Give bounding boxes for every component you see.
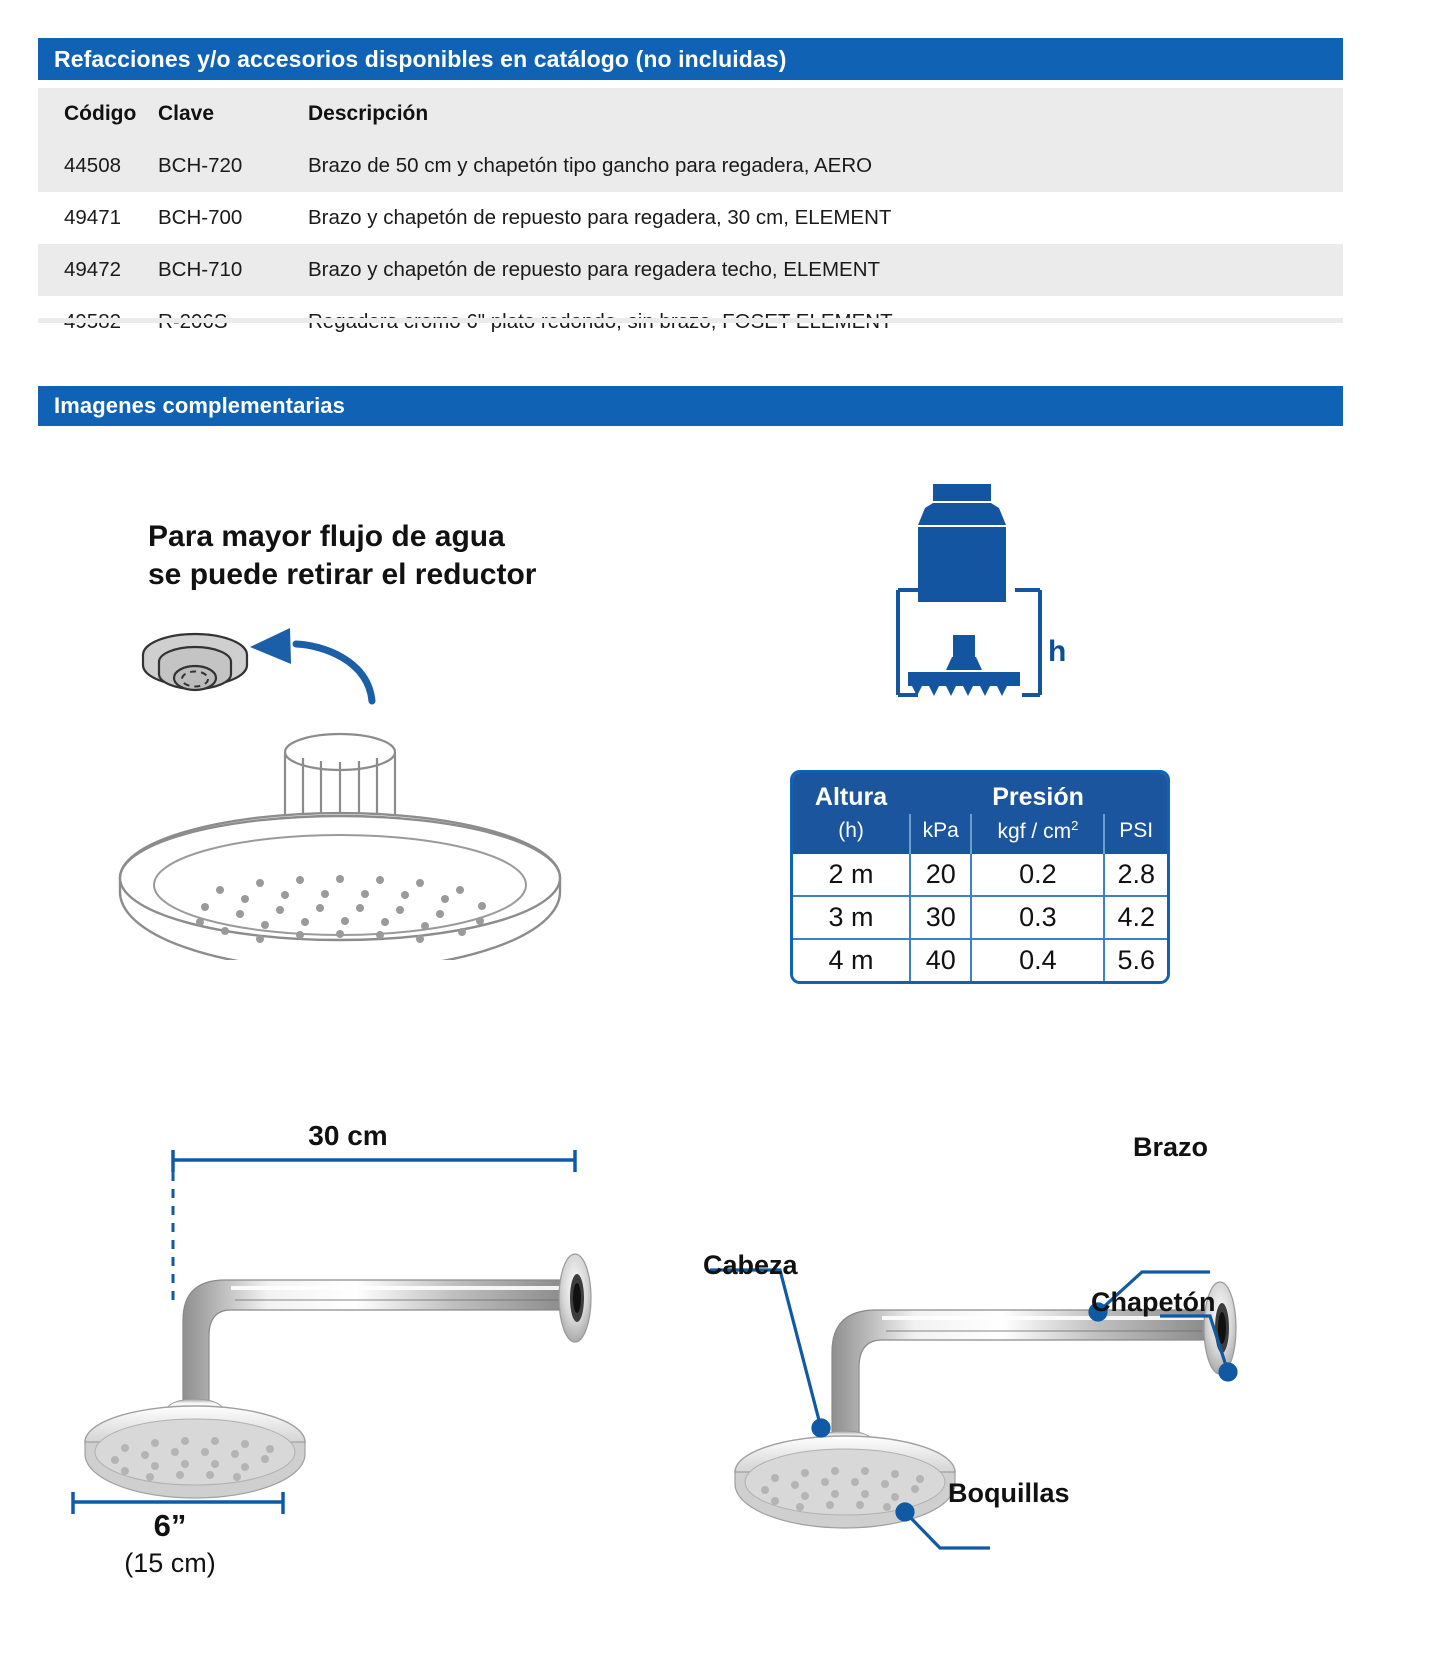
reductor-part-icon bbox=[143, 634, 247, 690]
pressure-subheader-kpa: kPa bbox=[909, 814, 970, 854]
pressure-subheader-kgf-superscript: 2 bbox=[1071, 818, 1079, 833]
pressure-sub-header-row bbox=[793, 814, 1167, 854]
callout-label-brazo: Brazo bbox=[1133, 1132, 1209, 1162]
pressure-cell-altura: 4 m bbox=[793, 938, 909, 981]
dimension-label-6in: 6” bbox=[153, 1508, 187, 1543]
height-symbol-label: h bbox=[1048, 635, 1067, 668]
dimension-line-30cm bbox=[173, 1150, 575, 1300]
shower-head-outlet-icon bbox=[908, 635, 1020, 696]
cell-descripcion: Brazo y chapetón de repuesto para regadera, 30 cm, ELEMENT bbox=[308, 192, 1343, 244]
pressure-subheader-kgf-cm2 bbox=[970, 814, 1103, 854]
column-header-descripcion: Descripción bbox=[308, 88, 1343, 140]
shower-arm-graphic bbox=[183, 1254, 591, 1410]
pressure-table bbox=[790, 770, 1170, 984]
table-bottom-divider bbox=[38, 318, 1343, 323]
pressure-cell-kpa: 20 bbox=[909, 854, 970, 895]
section-header-imagenes bbox=[38, 386, 1343, 426]
callout-label-boquillas: Boquillas bbox=[948, 1478, 1070, 1508]
pressure-group-altura: Altura bbox=[793, 773, 909, 814]
pressure-subheader-h: (h) bbox=[793, 814, 909, 854]
water-tank-height-diagram bbox=[790, 480, 1090, 730]
shower-head-graphic bbox=[85, 1399, 305, 1498]
shower-head-icon bbox=[120, 813, 560, 960]
pressure-cell-kgf-cm2: 0.3 bbox=[970, 895, 1103, 938]
pressure-cell-psi: 5.6 bbox=[1103, 938, 1167, 981]
pressure-table-container bbox=[790, 770, 1170, 984]
section-header-imagenes-label: Imagenes complementarias bbox=[54, 393, 345, 418]
cell-descripcion: Brazo de 50 cm y chapetón tipo gancho para regadera, AERO bbox=[308, 140, 1343, 192]
pressure-cell-altura: 2 m bbox=[793, 854, 909, 895]
reducer-instruction-line-1: Para mayor flujo de agua bbox=[148, 520, 505, 553]
pressure-cell-kpa: 30 bbox=[909, 895, 970, 938]
pressure-cell-kgf-cm2: 0.2 bbox=[970, 854, 1103, 895]
callout-label-cabeza: Cabeza bbox=[703, 1250, 798, 1280]
pressure-cell-altura: 3 m bbox=[793, 895, 909, 938]
callout-label-chapeton: Chapetón bbox=[1091, 1287, 1216, 1317]
pressure-group-header-row bbox=[793, 773, 1167, 814]
pressure-cell-kpa: 40 bbox=[909, 938, 970, 981]
table-row bbox=[38, 192, 1343, 244]
shower-arm-dimension-figure bbox=[55, 1110, 635, 1530]
section-header-refacciones-label: Refacciones y/o accesorios disponibles en catálogo (no incluidas) bbox=[54, 45, 787, 72]
shower-head-graphic bbox=[735, 1431, 955, 1528]
section-header-refacciones bbox=[38, 38, 1343, 80]
cell-codigo: 49472 bbox=[38, 244, 158, 296]
column-header-clave: Clave bbox=[158, 88, 308, 140]
dimension-label-15cm: (15 cm) bbox=[124, 1548, 216, 1578]
table-row bbox=[38, 140, 1343, 192]
pressure-row bbox=[793, 895, 1167, 938]
cell-clave: BCH-720 bbox=[158, 140, 308, 192]
cell-clave: BCH-710 bbox=[158, 244, 308, 296]
reducer-instruction-line-2: se puede retirar el reductor bbox=[148, 557, 537, 591]
table-row bbox=[38, 244, 1343, 296]
reducer-instruction-text bbox=[148, 518, 568, 593]
pressure-subheader-psi: PSI bbox=[1103, 814, 1167, 854]
cell-codigo: 44508 bbox=[38, 140, 158, 192]
pressure-group-presion: Presión bbox=[909, 773, 1167, 814]
dimension-label-30cm: 30 cm bbox=[308, 1120, 388, 1151]
pressure-cell-kgf-cm2: 0.4 bbox=[970, 938, 1103, 981]
arrow-icon bbox=[250, 628, 372, 701]
water-tank-icon bbox=[918, 484, 1006, 602]
column-header-codigo: Código bbox=[38, 88, 158, 140]
reducer-removal-diagram bbox=[110, 600, 570, 960]
parts-catalog-table bbox=[38, 88, 1343, 348]
cell-codigo: 49471 bbox=[38, 192, 158, 244]
cell-clave: BCH-700 bbox=[158, 192, 308, 244]
table-header-row bbox=[38, 88, 1343, 140]
pressure-cell-psi: 4.2 bbox=[1103, 895, 1167, 938]
pressure-cell-psi: 2.8 bbox=[1103, 854, 1167, 895]
cell-descripcion: Brazo y chapetón de repuesto para regadera techo, ELEMENT bbox=[308, 244, 1343, 296]
pressure-row bbox=[793, 938, 1167, 981]
pressure-subheader-kgf-cm2-text: kgf / cm bbox=[997, 820, 1072, 843]
pressure-row bbox=[793, 854, 1167, 895]
